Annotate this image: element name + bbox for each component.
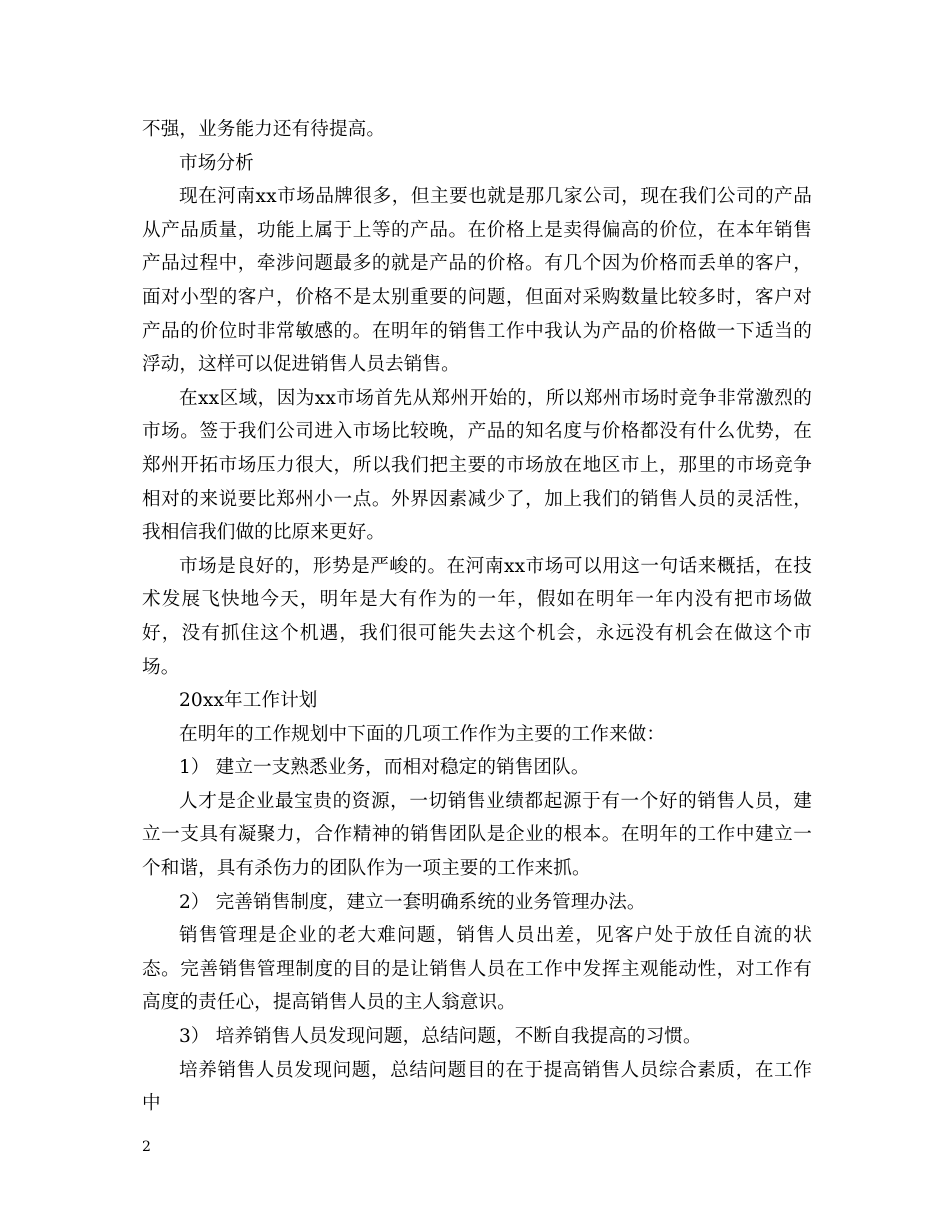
- section-heading-work-plan: 20xx年工作计划: [179, 690, 318, 712]
- list-item-heading: 3） 培养销售人员发现问题，总结问题，不断自我提高的习惯。: [179, 1026, 702, 1048]
- paragraph: 培养销售人员发现问题，总结问题目的在于提高销售人员综合素质，在工作中: [142, 1059, 812, 1115]
- page-number: 2: [142, 1139, 151, 1155]
- paragraph: 销售管理是企业的老大难问题，销售人员出差，见客户处于放任自流的状态。完善销售管理制度的目的是让销售人员在工作中发挥主观能动性，对工作有高度的责任心，提高销售人员的主人翁意识。: [142, 925, 812, 1014]
- list-item-heading: 2） 完善销售制度，建立一套明确系统的业务管理办法。: [179, 891, 646, 913]
- document-body: [142, 113, 812, 1121]
- paragraph: 现在河南xx市场品牌很多，但主要也就是那几家公司，现在我们公司的产品从产品质量，功能上属于上等的产品。在价格上是卖得偏高的价位，在本年销售产品过程中，牵涉问题最多的就是产品的价格。有几个因为价格而丢单的客户，面对小型的客户，价格不是太别重要的问题，但面对采购数量比较多时，客户对产品的价位时非常敏感的。在明年的销售工作中我认为产品的价格做一下适当的浮动，这样可以促进销售人员去销售。: [142, 186, 812, 376]
- section-heading-market-analysis: 市场分析: [179, 152, 254, 174]
- paragraph: 不强，业务能力还有待提高。: [142, 119, 386, 140]
- paragraph: 人才是企业最宝贵的资源，一切销售业绩都起源于有一个好的销售人员，建立一支具有凝聚力，合作精神的销售团队是企业的根本。在明年的工作中建立一个和谐，具有杀伤力的团队作为一项主要的工作来抓。: [142, 790, 812, 880]
- paragraph: 市场是良好的，形势是严峻的。在河南xx市场可以用这一句话来概括，在技术发展飞快地今天，明年是大有作为的一年，假如在明年一年内没有把市场做好，没有抓住这个机遇，我们很可能失去这个机会，永远没有机会在做这个市场。: [142, 555, 812, 678]
- paragraph: 在明年的工作规划中下面的几项工作作为主要的工作来做：: [179, 723, 666, 745]
- list-item-heading: 1） 建立一支熟悉业务，而相对稳定的销售团队。: [179, 757, 590, 779]
- paragraph: 在xx区域，因为xx市场首先从郑州开始的，所以郑州市场时竞争非常激烈的市场。签于我们公司进入市场比较晚，产品的知名度与价格都没有什么优势，在郑州开拓市场压力很大，所以我们把主要的市场放在地区市上，那里的市场竞争相对的来说要比郑州小一点。外界因素减少了，加上我们的销售人员的灵活性，我相信我们做的比原来更好。: [142, 387, 812, 544]
